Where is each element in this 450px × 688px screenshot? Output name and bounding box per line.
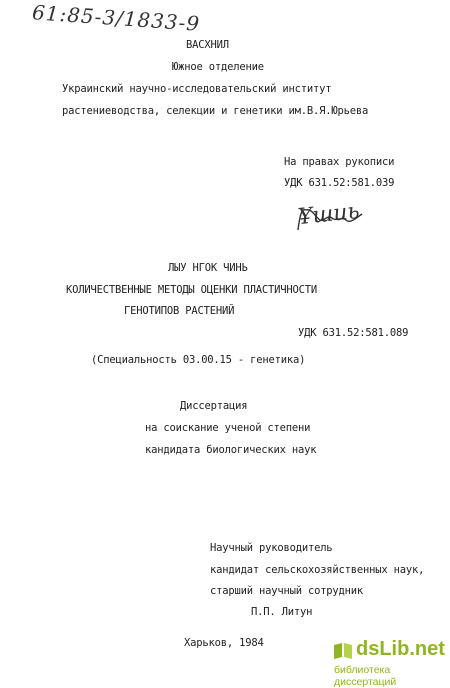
institute-line-2: растениеводства, селекции и генетики им.В.Я.Юрьева [62,105,369,117]
signature: Ұшиь [296,198,361,231]
dissertation-field-line: кандидата биологических наук [145,444,317,456]
archive-code-handwritten: 61:85-3/1833-9 [31,0,201,36]
book-icon [332,642,354,660]
academy-name: ВАСХНИЛ [186,39,229,51]
udc-code-top: УДК 631.52:581.039 [284,177,395,189]
supervisor-position: старший научный сотрудник [210,585,364,597]
title-line-1: КОЛИЧЕСТВЕННЫЕ МЕТОДЫ ОЦЕНКИ ПЛАСТИЧНОСТИ [66,284,317,296]
watermark [330,636,450,688]
watermark-brand: dsLib.net [356,638,445,660]
title-line-2: ГЕНОТИПОВ РАСТЕНИЙ [124,305,235,317]
city-year: Харьков, 1984 [184,637,264,649]
institute-line-1: Украинский научно-исследовательский институт [62,83,332,95]
dissertation-label: Диссертация [180,400,248,412]
specialty: (Специальность 03.00.15 - генетика) [91,354,306,366]
udc-code-title: УДК 631.52:581.089 [298,327,409,339]
supervisor-name: П.П. Литун [251,606,313,618]
department-name: Южное отделение [172,61,264,73]
dissertation-degree-line: на соискание ученой степени [145,422,311,434]
author-name: ЛЫУ НГОК ЧИНЬ [168,262,248,274]
supervisor-label: Научный руководитель [210,542,333,554]
supervisor-degree: кандидат сельскохозяйственных наук, [210,564,425,576]
watermark-subtitle: библиотека диссертаций [334,664,397,688]
manuscript-rights: На правах рукописи [284,156,395,168]
signature-stroke [292,204,364,234]
